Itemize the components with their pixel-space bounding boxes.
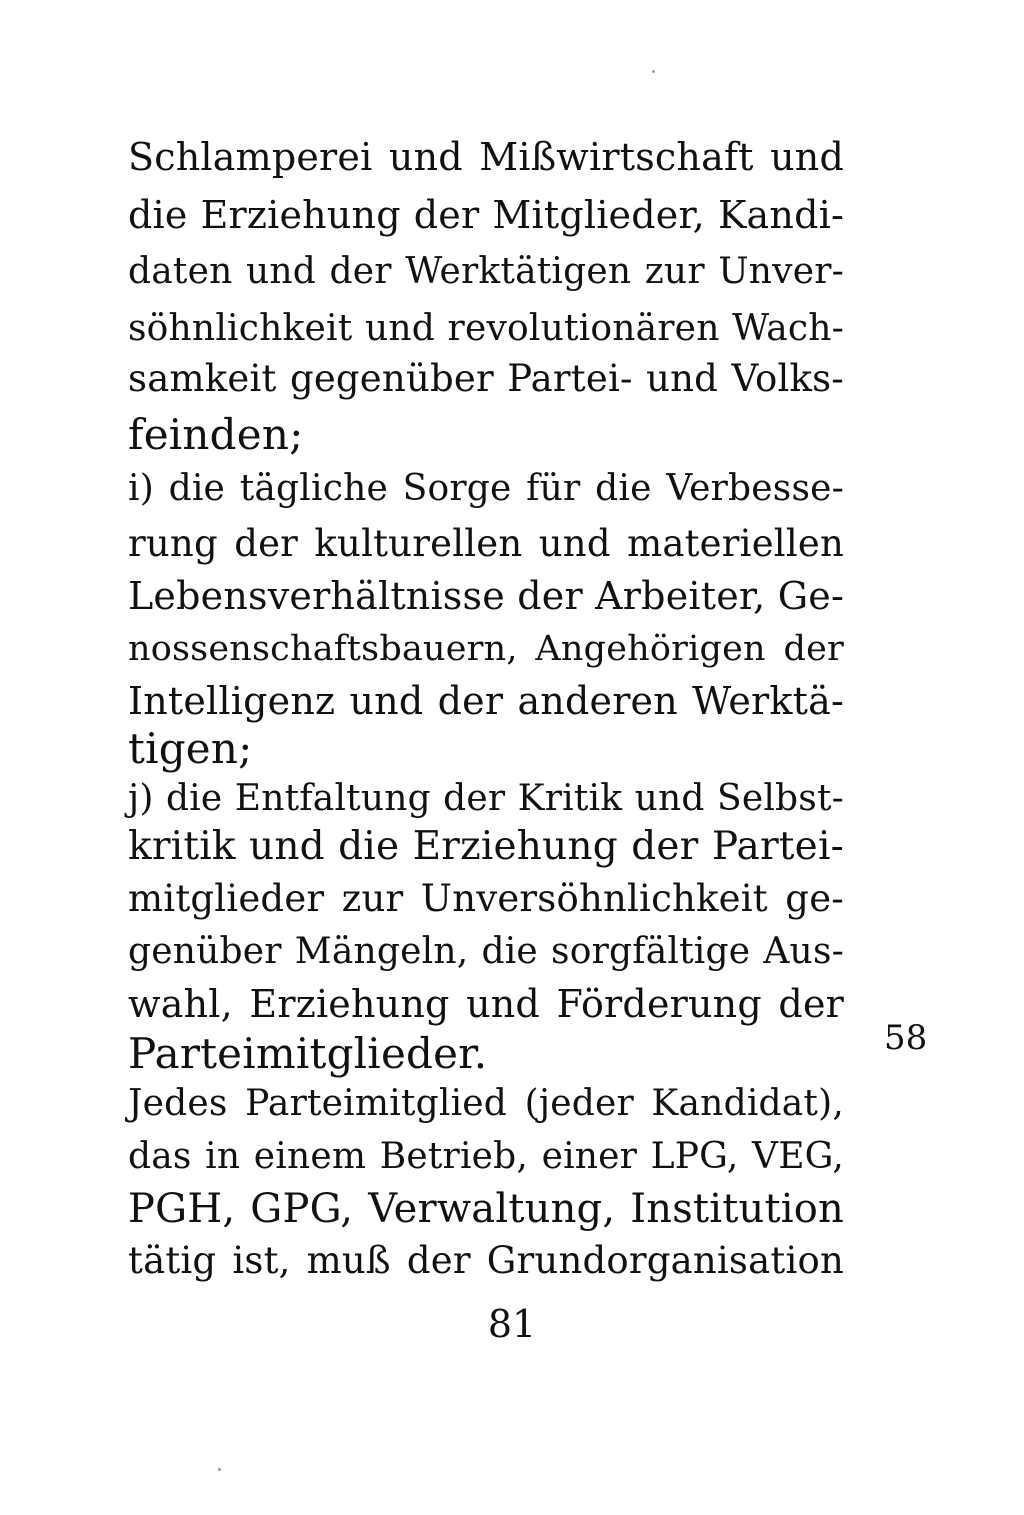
text-line: i) die tägliche Sorge für die Verbesse- xyxy=(128,468,844,509)
text-line: söhnlichkeit und revolutionären Wach- xyxy=(128,308,844,349)
text-line: tätig ist, muß der Grundorganisation xyxy=(128,1239,844,1282)
text-line: Intelligenz und der anderen Werktä- xyxy=(128,679,844,723)
text-line: tigen; xyxy=(128,724,253,773)
text-line: rung der kulturellen und materiellen xyxy=(128,522,844,565)
margin-note-number: 58 xyxy=(884,1018,928,1058)
text-line: Parteimitglieder. xyxy=(128,1029,488,1078)
text-line: nossenschaftsbauern, Angehörigen der xyxy=(128,629,844,669)
text-line: samkeit gegenüber Partei- und Volks- xyxy=(128,357,844,400)
text-line: feinden; xyxy=(128,410,304,459)
scan-speck xyxy=(218,1468,221,1471)
text-line: die Erziehung der Mitglieder, Kandi- xyxy=(128,193,844,237)
text-line: j) die Entfaltung der Kritik und Selbst- xyxy=(128,778,844,819)
text-line: Lebensverhältnisse der Arbeiter, Ge- xyxy=(128,574,844,618)
text-line: genüber Mängeln, die sorgfältige Aus- xyxy=(128,931,844,972)
text-line: Jedes Parteimitglied (jeder Kandidat), xyxy=(128,1083,844,1124)
scan-speck xyxy=(652,70,655,73)
page-number: 81 xyxy=(487,1302,537,1346)
text-line: das in einem Betrieb, einer LPG, VEG, xyxy=(128,1136,844,1177)
text-line: PGH, GPG, Verwaltung, Institution xyxy=(128,1186,844,1232)
text-line: Schlamperei und Mißwirtschaft und xyxy=(128,135,844,179)
text-line: daten und der Werktätigen zur Unver- xyxy=(128,251,844,292)
text-line: wahl, Erziehung und Förderung der xyxy=(128,982,844,1026)
text-line: mitglieder zur Unversöhnlichkeit ge- xyxy=(128,877,844,920)
text-line: kritik und die Erziehung der Partei- xyxy=(128,824,844,869)
